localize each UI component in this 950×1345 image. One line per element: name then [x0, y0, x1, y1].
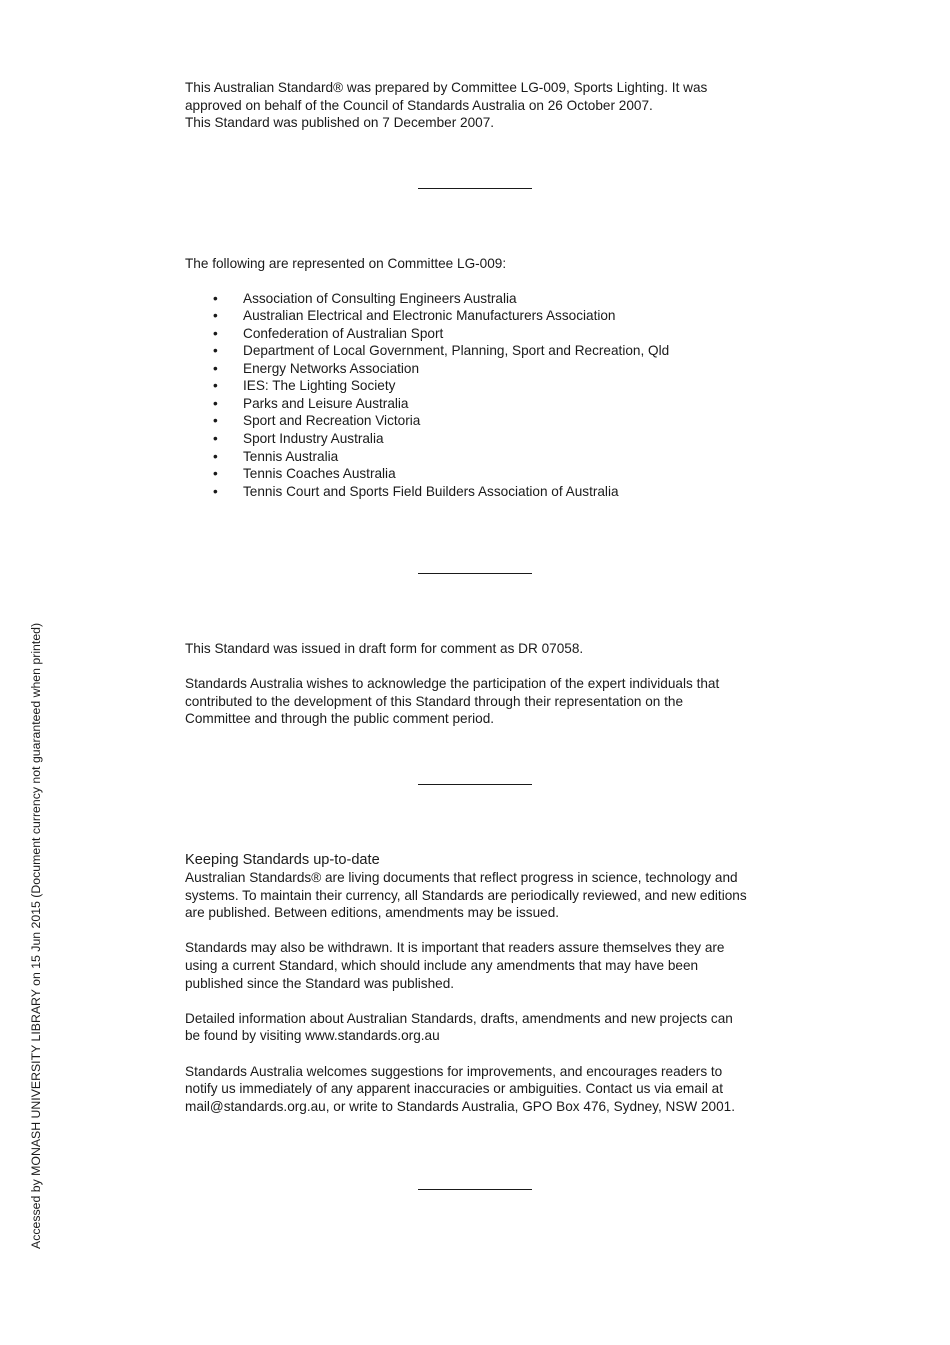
preface-line: This Standard was published on 7 December 2007. [185, 115, 495, 131]
paragraph-line: Standards may also be withdrawn. It is important that readers assure themselves they are [185, 940, 725, 956]
committee-intro: The following are represented on Committee LG-009: [185, 256, 507, 271]
committee-block [185, 255, 775, 500]
list-item: • Australian Electrical and Electronic Manufacturers Association [185, 307, 775, 325]
list-item: • Tennis Australia [185, 448, 775, 466]
preface-line: This Australian Standard® was prepared by Committee LG-009, Sports Lighting. It was [185, 80, 708, 95]
list-item: • Tennis Coaches Australia [185, 465, 775, 483]
section-divider [418, 784, 532, 785]
list-item: • Energy Networks Association [185, 360, 775, 378]
paragraph-line: using a current Standard, which should include any amendments that may have been [185, 957, 699, 973]
paragraph-line: Australian Standards® are living documents that reflect progress in science, technology and [185, 870, 738, 885]
section-divider [418, 573, 532, 574]
access-watermark: Accessed by MONASH UNIVERSITY LIBRARY on 15 Jun 2015 (Document currency not guaranteed when printed) [29, 622, 43, 1249]
paragraph-line: be found by visiting www.standards.org.au [185, 1028, 440, 1044]
section-heading: Keeping Standards up-to-date [185, 852, 380, 868]
list-item: • Association of Consulting Engineers Australia [185, 290, 775, 308]
paragraph-line: published since the Standard was published. [185, 975, 455, 991]
list-item: • Tennis Court and Sports Field Builders Association of Australia [185, 483, 775, 501]
preface-line: approved on behalf of the Council of Standards Australia on 26 October 2007. [185, 97, 653, 113]
ack-line: Standards Australia wishes to acknowledge the participation of the expert individuals that [185, 676, 720, 692]
list-item: • Department of Local Government, Planning, Sport and Recreation, Qld [185, 342, 775, 360]
list-item: • Parks and Leisure Australia [185, 395, 775, 413]
paragraph-line: mail@standards.org.au, or write to Standards Australia, GPO Box 476, Sydney, NSW 2001. [185, 1098, 736, 1114]
paragraph-line: notify us immediately of any apparent inaccuracies or ambiguities. Contact us via email at [185, 1081, 723, 1097]
draft-line: This Standard was issued in draft form for comment as DR 07058. [185, 641, 584, 656]
list-item: • Sport and Recreation Victoria [185, 412, 775, 430]
committee-member-list [185, 290, 775, 501]
list-item: • Sport Industry Australia [185, 430, 775, 448]
ack-line: Committee and through the public comment period. [185, 711, 495, 727]
keeping-block [185, 851, 775, 1115]
draft-block [185, 640, 775, 728]
section-divider [418, 188, 532, 189]
preface-block [185, 79, 775, 132]
ack-line: contributed to the development of this Standard through their representation on the [185, 693, 684, 709]
paragraph-line: systems. To maintain their currency, all Standards are periodically reviewed, and new editions [185, 887, 747, 903]
paragraph-line: Standards Australia welcomes suggestions for improvements, and encourages readers to [185, 1063, 723, 1079]
list-item: • IES: The Lighting Society [185, 377, 775, 395]
section-divider [418, 1189, 532, 1190]
paragraph-line: Detailed information about Australian Standards, drafts, amendments and new projects can [185, 1010, 733, 1026]
list-item: • Confederation of Australian Sport [185, 325, 775, 343]
paragraph-line: are published. Between editions, amendments may be issued. [185, 905, 560, 921]
